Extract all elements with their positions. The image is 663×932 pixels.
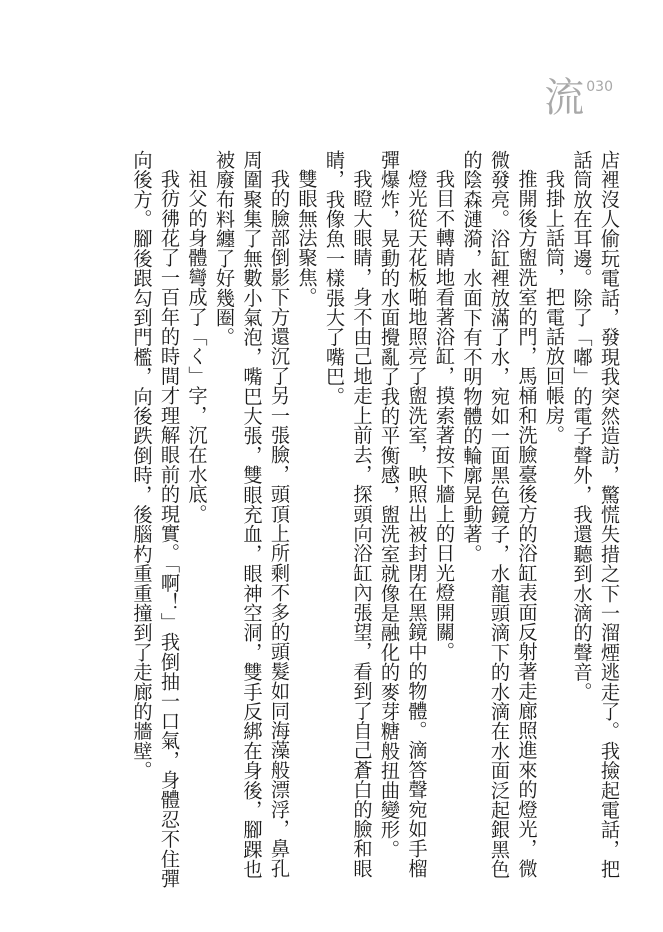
paragraph: 我目不轉睛地看著浴缸，摸索著按下牆上的日光燈開關。 — [433, 169, 456, 662]
paragraph: 祖父的身體彎成了「く」字，沉在水底。 — [185, 169, 209, 524]
paragraph: 雙眼無法聚焦。 — [295, 169, 319, 308]
body-text — [43, 150, 623, 892]
page-header — [544, 58, 613, 121]
paragraph: 店裡沒人偷玩電話，發現我突然造訪，驚慌失措之下一溜煙逃走了。我撿起電話，把話筒放在耳邊。除了「嘟」的電子聲外，我還聽到水滴的聲音。 — [570, 150, 621, 879]
paragraph: 燈光從天花板啪地照亮了盥洗室，映照出被封閉在黑鏡中的物體。滴答聲宛如手榴彈爆炸，晃動的水面攪亂了我的平衡感，盥洗室就像是融化的麥芽糖般扭曲變形。 — [378, 150, 429, 879]
page-number: 030 — [586, 79, 613, 95]
chapter-title-char: 流 — [544, 75, 585, 121]
paragraph: 我彷彿花了一百年的時間才理解眼前的現實。「啊！」我倒抽一口氣，身體忍不住彈向後方。腳後跟勾到門檻，向後跌倒時，後腦杓重重撞到了走廊的牆壁。 — [130, 150, 181, 889]
paragraph: 我瞪大眼睛，身不由己地走上前去，探頭向浴缸內張望，看到了自己蒼白的臉和眼睛，我像魚一樣張大了嘴巴。 — [323, 150, 374, 879]
paragraph: 推開後方盥洗室的門，馬桶和洗臉臺後方的浴缸表面反射著走廊照進來的燈光，微微發亮。浴缸裡放滿了水，宛如一面黑色鏡子，水龍頭滴下的水滴在水面泛起銀黑色的陰森漣漪，水面下有不明物體的輪廓晃動著。 — [460, 150, 539, 879]
paragraph: 我的臉部倒影下方還沉了另一張臉，頭頂上所剩不多的頭髮如同海藻般漂浮，鼻孔周圍聚集了無數小氣泡，嘴巴大張，雙眼充血，眼神空洞，雙手反綁在身後，腳踝也被廢布料纏了好幾圈。 — [213, 150, 291, 879]
paragraph: 我掛上話筒，把電話放回帳房。 — [543, 169, 566, 445]
